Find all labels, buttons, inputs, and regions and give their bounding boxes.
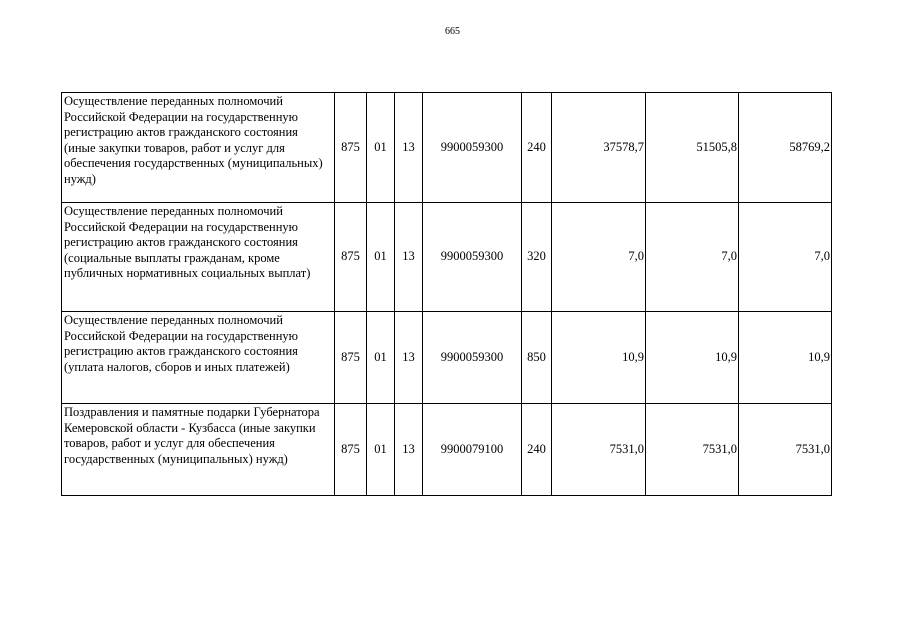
ministry-code: 875 xyxy=(335,203,367,312)
section-code: 01 xyxy=(367,93,395,203)
page-number: 665 xyxy=(445,26,460,37)
table-row xyxy=(62,312,832,404)
amount-year-3: 58769,2 xyxy=(739,93,832,203)
table-row xyxy=(62,93,832,203)
row-description: Осуществление переданных полномочий Российской Федерации на государственную регистрацию актов гражданского состояния (иные закупки товаров, работ и услуг для обеспечения государственных (муниципальных) нужд) xyxy=(62,93,335,203)
subsection-code: 13 xyxy=(395,312,423,404)
subsection-code: 13 xyxy=(395,93,423,203)
subsection-code: 13 xyxy=(395,404,423,496)
budget-table xyxy=(61,92,832,496)
amount-year-1: 7,0 xyxy=(552,203,646,312)
section-code: 01 xyxy=(367,312,395,404)
expense-type-code: 320 xyxy=(522,203,552,312)
ministry-code: 875 xyxy=(335,312,367,404)
target-article-code: 9900059300 xyxy=(423,203,522,312)
amount-year-2: 10,9 xyxy=(646,312,739,404)
target-article-code: 9900079100 xyxy=(423,404,522,496)
row-description: Поздравления и памятные подарки Губернатора Кемеровской области - Кузбасса (иные закупки товаров, работ и услуг для обеспечения государственных (муниципальных) нужд) xyxy=(62,404,335,496)
amount-year-3: 7531,0 xyxy=(739,404,832,496)
amount-year-1: 7531,0 xyxy=(552,404,646,496)
target-article-code: 9900059300 xyxy=(423,93,522,203)
amount-year-1: 10,9 xyxy=(552,312,646,404)
amount-year-2: 7531,0 xyxy=(646,404,739,496)
row-description: Осуществление переданных полномочий Российской Федерации на государственную регистрацию актов гражданского состояния (уплата налогов, сборов и иных платежей) xyxy=(62,312,335,404)
amount-year-2: 7,0 xyxy=(646,203,739,312)
section-code: 01 xyxy=(367,404,395,496)
ministry-code: 875 xyxy=(335,404,367,496)
expense-type-code: 850 xyxy=(522,312,552,404)
amount-year-1: 37578,7 xyxy=(552,93,646,203)
ministry-code: 875 xyxy=(335,93,367,203)
row-description: Осуществление переданных полномочий Российской Федерации на государственную регистрацию актов гражданского состояния (социальные выплаты гражданам, кроме публичных нормативных социальных выплат) xyxy=(62,203,335,312)
amount-year-2: 51505,8 xyxy=(646,93,739,203)
table-row xyxy=(62,203,832,312)
section-code: 01 xyxy=(367,203,395,312)
expense-type-code: 240 xyxy=(522,404,552,496)
table-row xyxy=(62,404,832,496)
expense-type-code: 240 xyxy=(522,93,552,203)
amount-year-3: 10,9 xyxy=(739,312,832,404)
target-article-code: 9900059300 xyxy=(423,312,522,404)
subsection-code: 13 xyxy=(395,203,423,312)
amount-year-3: 7,0 xyxy=(739,203,832,312)
